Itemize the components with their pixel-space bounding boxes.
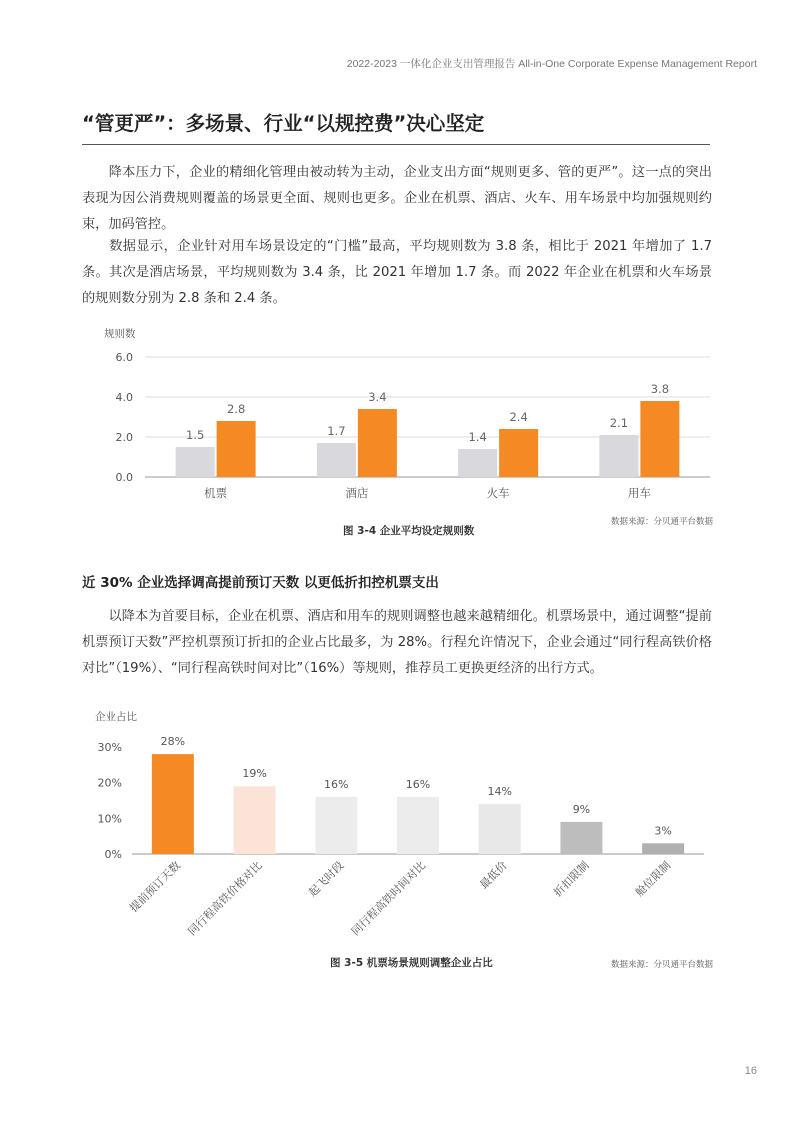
chart-ticket-rule-adjustment-share	[0, 700, 793, 950]
bar-value-label: 9%	[572, 802, 591, 816]
bar	[317, 443, 356, 477]
bar	[560, 822, 602, 854]
y-tick-label: 4.0	[115, 391, 133, 404]
figure-3-4-source: 数据来源：分贝通平台数据	[611, 517, 714, 527]
subsection-title: 近 30% 企业选择调高提前预订天数 以更低折扣控机票支出	[82, 575, 439, 591]
bar-value-label: 2.4	[509, 410, 528, 424]
bar	[217, 421, 256, 477]
bar	[152, 754, 194, 854]
y-tick-label: 0.0	[115, 471, 133, 484]
bar-value-label: 28%	[160, 735, 186, 749]
x-tick-label: 最低价	[477, 858, 510, 892]
x-tick-label: 提前预订天数	[127, 858, 183, 915]
body-paragraph-3: 以降本为首要目标，企业在机票、酒店和用车的规则调整也越来越精细化。机票场景中，通过调整“提前机票预订天数”严控机票预订折扣的企业占比最多，为 28%。行程允许情况下，企业会通过“同行程高铁价格对比”（19%）、“同行程高铁时间对比”（16%）等规则，推荐员工更换更经济的出行方式。	[82, 609, 712, 676]
section-title: “管更严”：多场景、行业“以规控费”决心坚定	[82, 112, 485, 135]
body-paragraph-2: 数据显示，企业针对用车场景设定的“门槛”最高，平均规则数为 3.8 条，相比于 2021 年增加了 1.7 条。其次是酒店场景，平均规则数为 3.4 条，比 2021 年增加 1.7 条。而 2022 年企业在机票和火车场景的规则数分别为 2.8 条和 2.4 条。	[82, 239, 712, 306]
bar	[315, 797, 357, 854]
bar-value-label: 1.4	[468, 430, 487, 444]
x-tick-label: 舱位限制	[632, 858, 674, 900]
bar	[458, 449, 497, 477]
x-tick-label: 折扣限制	[551, 858, 592, 900]
bar-value-label: 1.7	[327, 424, 346, 438]
figure-3-4-caption: 图 3-4 企业平均设定规则数	[343, 525, 475, 537]
y-tick-label: 10%	[97, 812, 122, 826]
bar	[599, 435, 638, 477]
x-tick-label: 机票	[204, 486, 228, 500]
figure-3-5-caption: 图 3-5 机票场景规则调整企业占比	[330, 957, 493, 969]
y-tick-label: 0%	[104, 848, 122, 861]
chart-average-rule-count	[0, 320, 793, 520]
bar-value-label: 14%	[487, 785, 512, 799]
x-tick-label: 同行程高铁时间对比	[348, 858, 429, 939]
y-tick-label: 30%	[97, 741, 122, 754]
running-header: 2022-2023 一体化企业支出管理报告 All-in-One Corporate Expense Management Report	[346, 58, 757, 70]
bar-value-label: 19%	[242, 767, 267, 781]
bar	[499, 429, 538, 477]
y-tick-label: 2.0	[115, 431, 133, 444]
title-divider	[82, 144, 710, 145]
y-tick-label: 6.0	[115, 351, 133, 364]
figure-3-5-source: 数据来源：分贝通平台数据	[611, 960, 714, 970]
page-number: 16	[744, 1065, 757, 1077]
body-paragraph-1: 降本压力下，企业的精细化管理由被动转为主动，企业支出方面“规则更多、管的更严”。这一点的突出表现为因公消费规则覆盖的场景更全面、规则也更多。企业在机票、酒店、火车、用车场景中均加强规则约束，加码管控。	[82, 165, 712, 232]
x-tick-label: 火车	[486, 486, 510, 500]
bar	[358, 409, 397, 477]
bar	[642, 843, 684, 854]
x-tick-label: 起飞时段	[306, 858, 347, 900]
bar-value-label: 16%	[324, 777, 349, 791]
bar-value-label: 3.8	[650, 382, 670, 396]
bar-value-label: 16%	[405, 777, 431, 791]
y-axis-title: 企业占比	[95, 711, 137, 723]
x-tick-label: 用车	[627, 486, 651, 500]
bar	[397, 797, 439, 854]
x-tick-label: 酒店	[345, 486, 369, 500]
y-tick-label: 20%	[97, 776, 122, 790]
bar-value-label: 2.1	[609, 416, 629, 430]
y-axis-title: 规则数	[104, 328, 136, 340]
bar	[234, 786, 276, 854]
bar	[479, 804, 521, 854]
bar-value-label: 2.8	[226, 402, 246, 416]
bar-value-label: 3%	[654, 824, 672, 838]
bar	[176, 447, 215, 477]
bar-value-label: 3.4	[368, 390, 387, 404]
x-tick-label: 同行程高铁价格对比	[185, 858, 265, 939]
bar	[640, 401, 679, 477]
bar-value-label: 1.5	[185, 428, 205, 442]
